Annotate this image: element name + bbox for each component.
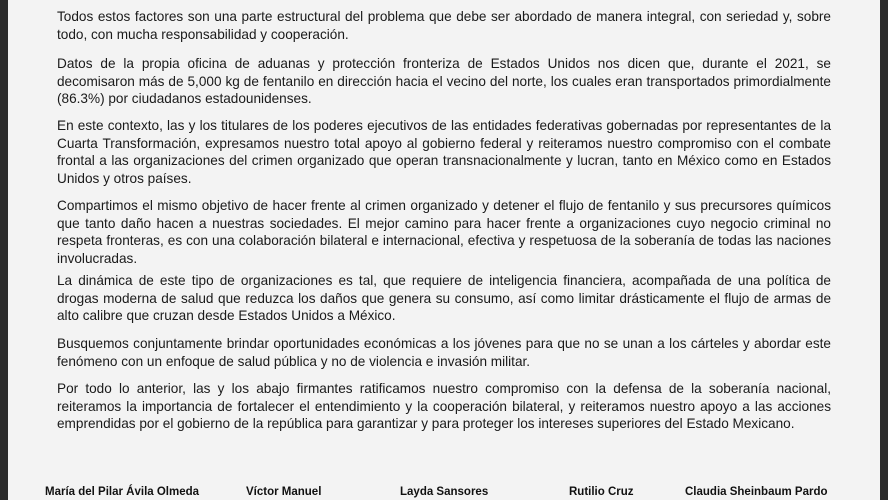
document-page	[8, 0, 880, 500]
signatory-name: Víctor Manuel	[246, 486, 322, 498]
paragraph-4: Compartimos el mismo objetivo de hacer frente al crimen organizado y detener el flujo de fentanilo y sus precursores químicos que tanto daño hacen a nuestras sociedades. El mejor camino para hacer frente a organizaciones cuyo negocio criminal no respeta fronteras, es con una colaboración bilateral e internacional, efectiva y respetuosa de la soberanía de todas las naciones involucradas.	[57, 198, 831, 266]
signature-row	[8, 486, 880, 500]
paragraph-6: Busquemos conjuntamente brindar oportunidades económicas a los jóvenes para que no se unan a los cárteles y abordar este fenómeno con un enfoque de salud pública y no de violencia e invasión militar.	[57, 336, 831, 369]
signatory-name: María del Pilar Ávila Olmeda	[45, 486, 200, 498]
signatory-name: Rutilio Cruz	[569, 486, 634, 498]
paragraph-2: Datos de la propia oficina de aduanas y protección fronteriza de Estados Unidos nos dicen que, durante el 2021, se decomisaron más de 5,000 kg de fentanilo en dirección hacia el vecino del norte, los cuales eran transportados primordialmente (86.3%) por ciudadanos estadounidenses.	[57, 56, 831, 107]
paragraph-7: Por todo lo anterior, las y los abajo firmantes ratificamos nuestro compromiso con la defensa de la soberanía nacional, reiteramos la importancia de fortalecer el entendimiento y la cooperación bilateral, y reiteramos nuestro apoyo a las acciones emprendidas por el gobierno de la república para garantizar y para proteger los intereses superiores del Estado Mexicano.	[57, 381, 831, 432]
paragraph-1: Todos estos factores son una parte estructural del problema que debe ser abordado de manera integral, con seriedad y, sobre todo, con mucha responsabilidad y cooperación.	[57, 9, 831, 42]
paragraph-5: La dinámica de este tipo de organizaciones es tal, que requiere de inteligencia financiera, acompañada de una política de drogas moderna de salud que reduzca los daños que genera su consumo, así como limitar drásticamente el flujo de armas de alto calibre que cruzan desde Estados Unidos a México.	[57, 273, 831, 324]
signatory-name: Layda Sansores	[400, 486, 489, 498]
paragraph-3: En este contexto, las y los titulares de los poderes ejecutivos de las entidades federativas gobernadas por representantes de la Cuarta Transformación, expresamos nuestro total apoyo al gobierno federal y reiteramos nuestro compromiso con el combate frontal a las organizaciones del crimen organizado que operan transnacionalmente y lucran, tanto en México como en Estados Unidos y otros países.	[57, 118, 831, 186]
signatory-name: Claudia Sheinbaum Pardo	[685, 486, 828, 498]
